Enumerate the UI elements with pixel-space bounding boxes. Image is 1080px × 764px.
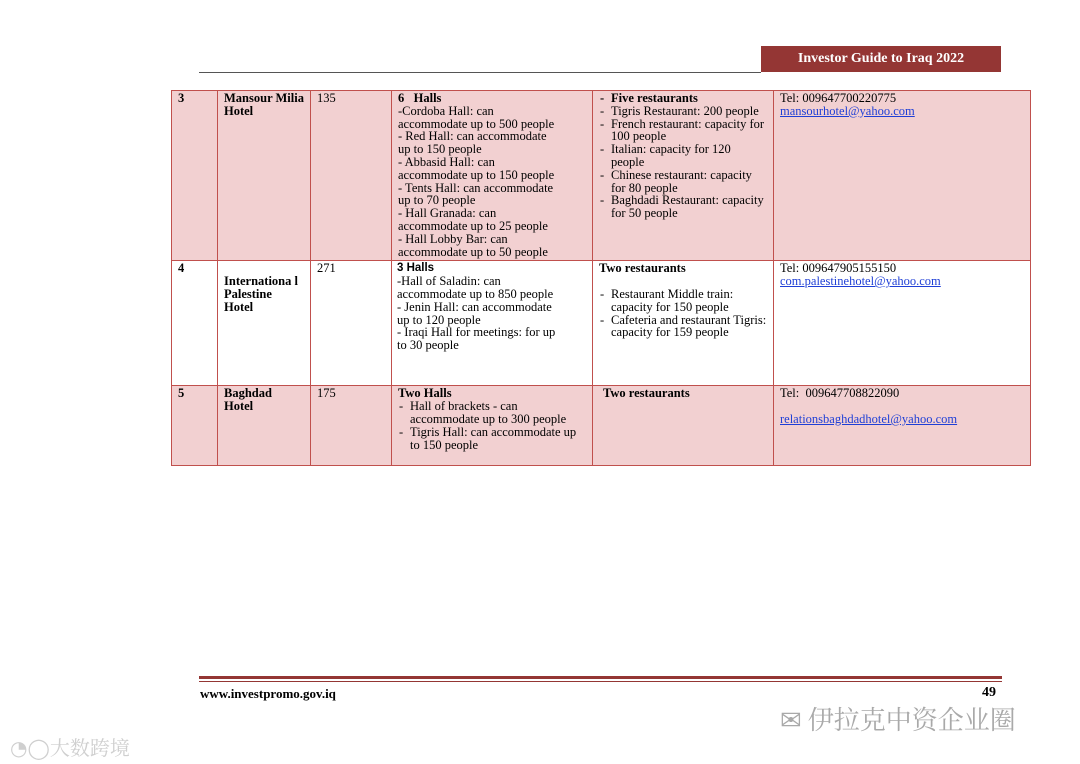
contact-cell <box>774 91 1031 261</box>
room-count: 271 <box>311 261 392 386</box>
halls-cell <box>392 91 593 261</box>
restaurants-cell <box>593 261 774 386</box>
restaurants-title: Two restaurants <box>599 261 686 276</box>
restaurant-item: - Restaurant Middle train: capacity for 150 people <box>599 288 767 314</box>
hall-line: accommodate up to 25 people <box>398 218 548 233</box>
row-number: 3 <box>172 91 218 261</box>
room-count: 175 <box>311 386 392 466</box>
hall-line: - Red Hall: can accommodate <box>398 129 547 144</box>
halls-title: 6 Halls <box>398 91 442 105</box>
row-number: 5 <box>172 386 218 466</box>
hall-item: - Hall of brackets - can accommodate up to 300 people <box>398 400 586 426</box>
hall-line: -Hall of Saladin: can <box>397 274 501 289</box>
hall-line: up to 150 people <box>398 142 482 157</box>
footer-url: www.investpromo.gov.iq <box>200 686 336 701</box>
hall-line: - Abbasid Hall: can <box>398 154 495 169</box>
wechat-icon: ✉ <box>780 706 802 736</box>
hotels-table <box>171 90 1031 466</box>
restaurant-item: - French restaurant: capacity for 100 people <box>599 118 767 144</box>
contact-tel: Tel: 009647708822090 <box>780 386 900 401</box>
table-row <box>172 91 1031 261</box>
watermark-right-text: 伊拉克中资企业圈 <box>807 706 1016 736</box>
contact-cell <box>774 261 1031 386</box>
restaurant-item: - Tigris Restaurant: 200 people <box>599 105 767 118</box>
contact-tel: Tel: 009647700220775 <box>780 91 897 105</box>
footer-rule <box>199 681 1002 682</box>
hall-line: - Hall Lobby Bar: can <box>398 231 508 246</box>
restaurants-cell <box>593 386 774 466</box>
watermark-logo-icon: ◔◯ <box>10 736 50 760</box>
hall-line: - Tents Hall: can accommodate <box>398 180 554 195</box>
hall-line: up to 70 people <box>398 193 476 208</box>
header-title: Investor Guide to Iraq 2022 <box>761 46 1001 72</box>
restaurants-title: Two restaurants <box>603 386 690 401</box>
hall-line: - Jenin Hall: can accommodate <box>397 299 552 314</box>
contact-email-link[interactable]: com.palestinehotel@yahoo.com <box>780 274 941 289</box>
halls-cell <box>392 386 593 466</box>
restaurant-item: - Cafeteria and restaurant Tigris: capacity for 159 people <box>599 314 767 340</box>
contact-email-link[interactable]: mansourhotel@yahoo.com <box>780 103 915 118</box>
hall-line: - Iraqi Hall for meetings: for up <box>397 325 556 340</box>
footer-rule <box>199 676 1002 679</box>
watermark-left-text: 大数跨境 <box>49 736 130 760</box>
hall-line: accommodate up to 150 people <box>398 167 555 182</box>
watermark-left <box>10 732 130 761</box>
page-number: 49 <box>982 685 996 700</box>
contact-cell <box>774 386 1031 466</box>
contact-tel: Tel: 009647905155150 <box>780 261 897 276</box>
hall-line: accommodate up to 500 people <box>398 116 555 131</box>
hall-line: - Hall Granada: can <box>398 206 497 221</box>
halls-cell <box>392 261 593 386</box>
header-rule <box>199 72 761 73</box>
halls-title: Two Halls <box>398 386 452 401</box>
hall-line: accommodate up to 50 people <box>398 244 548 259</box>
hall-item: - Tigris Hall: can accommodate up to 150 people <box>398 426 586 452</box>
hall-line: -Cordoba Hall: can <box>398 103 494 118</box>
hotel-name: Baghdad Hotel <box>218 386 311 466</box>
restaurants-cell <box>593 91 774 261</box>
room-count: 135 <box>311 91 392 261</box>
hotel-name: Mansour Milia Hotel <box>218 91 311 261</box>
restaurants-title: - Five restaurants <box>599 92 767 105</box>
restaurant-item: - Italian: capacity for 120 people <box>599 143 767 169</box>
restaurant-item: - Chinese restaurant: capacity for 80 people <box>599 169 767 195</box>
hall-line: up to 120 people <box>397 312 481 327</box>
hall-line: to 30 people <box>397 338 459 353</box>
hall-line: accommodate up to 850 people <box>397 286 554 301</box>
restaurant-item: - Baghdadi Restaurant: capacity for 50 people <box>599 194 767 220</box>
hotel-name: Internationa l Palestine Hotel <box>218 261 311 386</box>
table-row <box>172 261 1031 386</box>
watermark-right <box>780 700 1016 737</box>
table-row <box>172 386 1031 466</box>
contact-email-link[interactable]: relationsbaghdadhotel@yahoo.com <box>780 411 958 426</box>
row-number: 4 <box>172 261 218 386</box>
halls-title: 3 Halls <box>397 262 435 275</box>
